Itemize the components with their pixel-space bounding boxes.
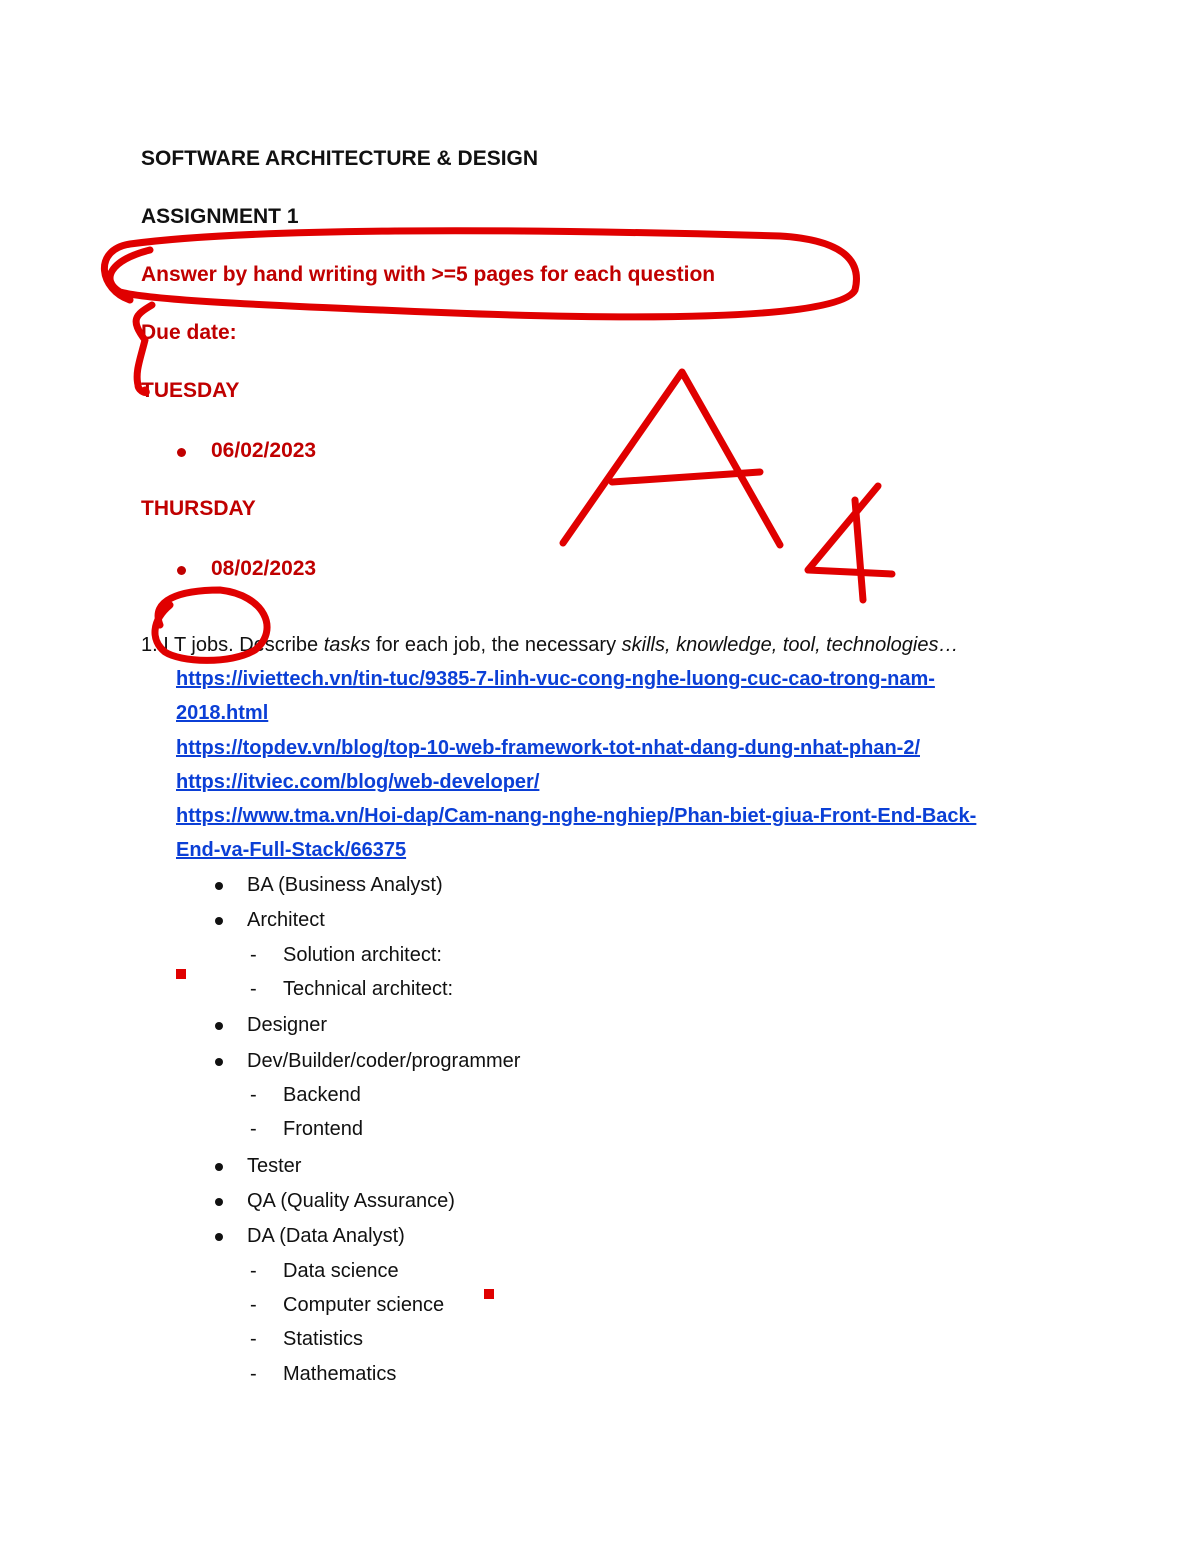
ink-handwritten-a-bar — [612, 472, 760, 482]
instruction-text: Answer by hand writing with >=5 pages for each question — [141, 263, 716, 286]
job-ba: BA (Business Analyst) — [247, 874, 443, 896]
link-tma-cont[interactable]: End-va-Full-Stack/66375 — [176, 839, 407, 861]
link-iviettech-cont[interactable]: 2018.html — [176, 702, 269, 724]
dash-marker: - — [250, 1294, 257, 1316]
sub-mathematics: Mathematics — [283, 1363, 397, 1385]
ink-handwritten-4 — [808, 486, 892, 574]
dash-marker: - — [250, 1084, 257, 1106]
date-tuesday: 06/02/2023 — [211, 439, 317, 462]
day-tuesday: TUESDAY — [141, 379, 240, 402]
link-tma[interactable]: https://www.tma.vn/Hoi-dap/Cam-nang-nghe-nghiep/Phan-biet-giua-Front-End-Back- — [176, 805, 977, 827]
ink-ellipse-instruction — [104, 231, 856, 317]
day-thursday: THURSDAY — [141, 497, 256, 520]
dash-marker: - — [250, 1260, 257, 1282]
job-da: DA (Data Analyst) — [247, 1225, 405, 1247]
job-tester: Tester — [247, 1155, 302, 1177]
ink-dot-mark — [484, 1289, 494, 1299]
ink-dot-mark — [176, 969, 186, 979]
sub-statistics: Statistics — [283, 1328, 364, 1350]
ink-handwritten-a — [563, 372, 780, 545]
question-text-2: for each job, the necessary — [370, 634, 622, 656]
job-designer: Designer — [247, 1014, 328, 1036]
dash-marker: - — [250, 978, 257, 1000]
sub-backend: Backend — [283, 1084, 361, 1106]
job-qa: QA (Quality Assurance) — [247, 1190, 455, 1212]
ink-circle-number — [155, 590, 267, 660]
course-title: SOFTWARE ARCHITECTURE & DESIGN — [141, 147, 539, 170]
sub-frontend: Frontend — [283, 1118, 364, 1140]
assignment-title: ASSIGNMENT 1 — [141, 205, 299, 228]
job-dev: Dev/Builder/coder/programmer — [247, 1050, 521, 1072]
sub-computer-science: Computer science — [283, 1294, 445, 1316]
dash-marker: - — [250, 1363, 257, 1385]
dash-marker: - — [250, 944, 257, 966]
dash-marker: - — [250, 1328, 257, 1350]
ink-handwritten-4-stem — [855, 500, 863, 600]
question-text-1: I T jobs. Describe — [163, 634, 324, 656]
question-italic-2: skills, knowledge, tool, technologies… — [621, 634, 959, 656]
job-architect: Architect — [247, 909, 325, 931]
date-thursday: 08/02/2023 — [211, 557, 317, 580]
sub-solution-architect: Solution architect: — [283, 944, 442, 966]
link-iviettech[interactable]: https://iviettech.vn/tin-tuc/9385-7-linh-vuc-cong-nghe-luong-cuc-cao-trong-nam- — [176, 668, 935, 690]
sub-data-science: Data science — [283, 1260, 399, 1282]
link-itviec[interactable]: https://itviec.com/blog/web-developer/ — [176, 771, 540, 793]
question-italic-1: tasks — [323, 634, 371, 656]
question-number: 1. — [141, 634, 158, 656]
ink-connector-stroke — [136, 305, 152, 392]
due-date-label: Due date: — [141, 321, 237, 344]
sub-technical-architect: Technical architect: — [283, 978, 454, 1000]
link-topdev[interactable]: https://topdev.vn/blog/top-10-web-framework-tot-nhat-dang-dung-nhat-phan-2/ — [176, 737, 920, 759]
dash-marker: - — [250, 1118, 257, 1140]
